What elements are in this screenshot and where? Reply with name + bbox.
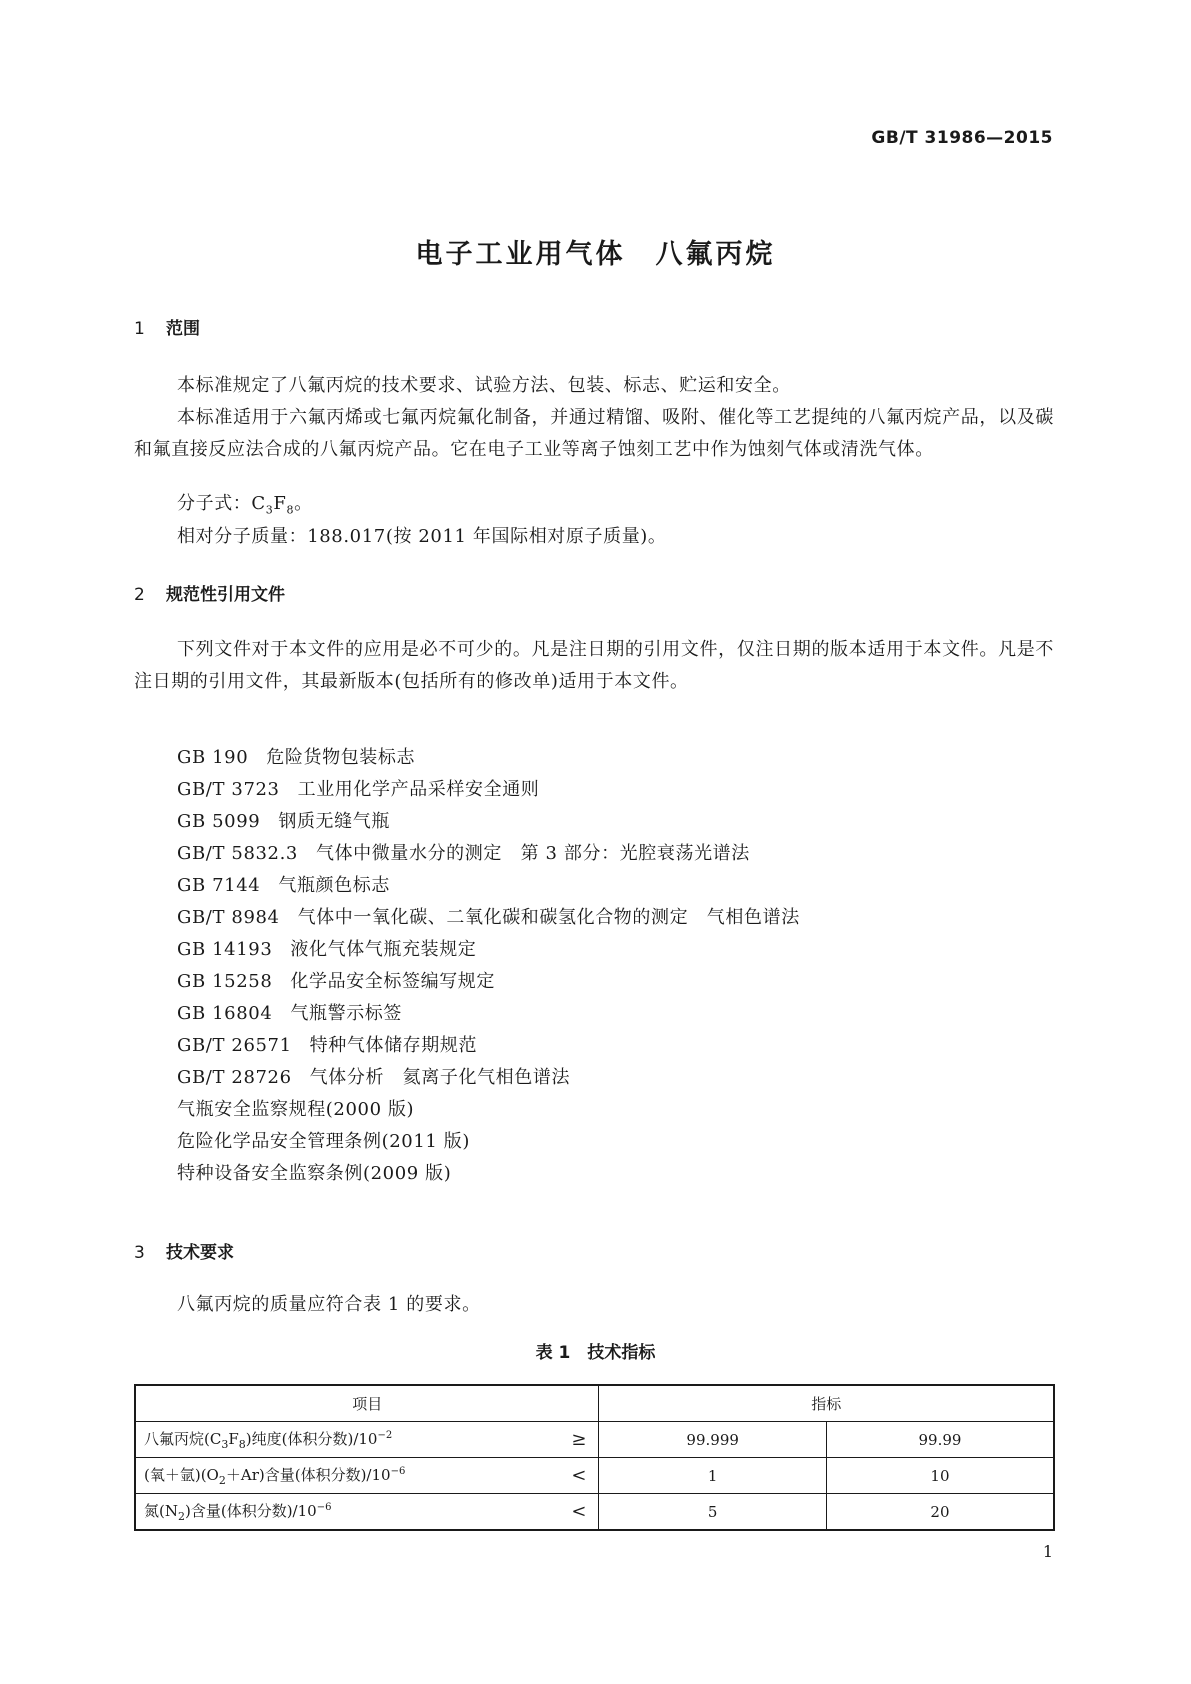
reference-item xyxy=(177,1062,800,1094)
reference-item xyxy=(177,934,800,966)
reference-title: 气体中一氧化碳、二氧化碳和碳氢化合物的测定 气相色谱法 xyxy=(297,907,800,928)
reference-title: 危险化学品安全管理条例(2011 版) xyxy=(177,1131,470,1152)
reference-item xyxy=(177,742,800,774)
reference-code: GB 16804 xyxy=(177,1003,273,1024)
reference-title: 气瓶颜色标志 xyxy=(278,875,390,896)
section-1-title: 范围 xyxy=(166,319,200,339)
reference-item xyxy=(177,966,800,998)
reference-item xyxy=(177,1094,800,1126)
table-caption: 表 1 技术指标 xyxy=(535,1343,656,1363)
reference-item xyxy=(177,1030,800,1062)
molecular-formula xyxy=(177,489,313,517)
row-item-post: )纯度(体积分数)/10 xyxy=(245,1430,378,1448)
row-value: 1 xyxy=(599,1458,827,1494)
row-operator: ≥ xyxy=(571,1429,587,1450)
row-value: 99.999 xyxy=(599,1422,827,1458)
reference-item xyxy=(177,902,800,934)
formula-label: 分子式： xyxy=(177,493,252,514)
row-item-s1: 3 xyxy=(221,1438,229,1451)
row-value: 5 xyxy=(599,1494,827,1531)
reference-code: GB 190 xyxy=(177,747,249,768)
section-1-number: 1 xyxy=(134,319,145,339)
formula-end: 。 xyxy=(294,493,313,514)
section-2-heading xyxy=(134,580,285,605)
reference-code: GB 15258 xyxy=(177,971,273,992)
row-operator: < xyxy=(571,1465,587,1486)
row-item-s2: 8 xyxy=(238,1438,246,1451)
row-item-pre: 八氟丙烷(C xyxy=(144,1430,222,1448)
reference-title: 工业用化学产品采样安全通则 xyxy=(297,779,540,800)
table-row xyxy=(135,1422,1054,1458)
reference-code: GB 7144 xyxy=(177,875,261,896)
row-item xyxy=(135,1494,599,1531)
reference-item xyxy=(177,1126,800,1158)
reference-title: 气体分析 氦离子化气相色谱法 xyxy=(309,1067,571,1088)
section-3-paragraph: 八氟丙烷的质量应符合表 1 的要求。 xyxy=(177,1294,481,1315)
reference-title: 气瓶警示标签 xyxy=(290,1003,402,1024)
molecular-mass: 相对分子质量：188.017(按 2011 年国际相对原子质量)。 xyxy=(177,526,667,547)
reference-item xyxy=(177,998,800,1030)
reference-item xyxy=(177,838,800,870)
standard-number: GB/T 31986—2015 xyxy=(871,128,1053,148)
row-item-s1: 2 xyxy=(177,1510,185,1523)
section-1-paragraph-2: 本标准适用于六氟丙烯或七氟丙烷氟化制备，并通过精馏、吸附、催化等工艺提纯的八氟丙烷产品，以及碳和氟直接反应法合成的八氟丙烷产品。它在电子工业等离子蚀刻工艺中作为蚀刻气体或清洗气体。 xyxy=(134,407,1054,460)
header-item: 项目 xyxy=(135,1385,599,1422)
reference-code: GB/T 5832.3 xyxy=(177,843,298,864)
document-title: 电子工业用气体 八氟丙烷 xyxy=(415,239,776,270)
row-value: 10 xyxy=(826,1458,1054,1494)
row-item-exp: −6 xyxy=(316,1502,332,1513)
reference-item xyxy=(177,1158,800,1190)
row-item-mid: F xyxy=(228,1430,239,1448)
reference-title: 特种气体储存期规范 xyxy=(309,1035,478,1056)
row-item-mid: ＋Ar)含量(体积分数)/10 xyxy=(225,1466,391,1484)
reference-list xyxy=(177,742,800,1190)
row-item-mid: )含量(体积分数)/10 xyxy=(184,1502,317,1520)
section-1-paragraph-1: 本标准规定了八氟丙烷的技术要求、试验方法、包装、标志、贮运和安全。 xyxy=(177,375,791,396)
row-item-s1: 2 xyxy=(218,1474,226,1487)
section-2-number: 2 xyxy=(134,585,145,605)
reference-title: 危险货物包装标志 xyxy=(266,747,416,768)
reference-code: GB/T 26571 xyxy=(177,1035,292,1056)
reference-title: 化学品安全标签编写规定 xyxy=(290,971,495,992)
reference-item xyxy=(177,806,800,838)
row-item-exp: −2 xyxy=(377,1430,393,1441)
reference-code: GB/T 8984 xyxy=(177,907,280,928)
formula-f-subscript: 8 xyxy=(286,503,295,517)
row-item xyxy=(135,1422,599,1458)
reference-title: 液化气体气瓶充装规定 xyxy=(290,939,477,960)
section-1-heading xyxy=(134,314,200,339)
formula-c: C xyxy=(251,493,266,514)
formula-c-subscript: 3 xyxy=(265,503,274,517)
reference-title: 气瓶安全监察规程(2000 版) xyxy=(177,1099,415,1120)
reference-title: 气体中微量水分的测定 第 3 部分：光腔衰荡光谱法 xyxy=(315,843,750,864)
spec-table xyxy=(134,1384,1055,1531)
table-header-row xyxy=(135,1385,1054,1422)
section-3-heading xyxy=(134,1238,234,1263)
reference-item xyxy=(177,870,800,902)
section-3-number: 3 xyxy=(134,1243,145,1263)
reference-code: GB/T 28726 xyxy=(177,1067,292,1088)
page-number: 1 xyxy=(1042,1542,1053,1561)
row-item xyxy=(135,1458,599,1494)
reference-code: GB 14193 xyxy=(177,939,273,960)
row-value: 99.99 xyxy=(826,1422,1054,1458)
table-row xyxy=(135,1494,1054,1531)
reference-code: GB 5099 xyxy=(177,811,261,832)
section-2-intro: 下列文件对于本文件的应用是必不可少的。凡是注日期的引用文件，仅注日期的版本适用于本文件。凡是不注日期的引用文件，其最新版本(包括所有的修改单)适用于本文件。 xyxy=(134,639,1054,692)
reference-title: 特种设备安全监察条例(2009 版) xyxy=(177,1163,452,1184)
formula-f: F xyxy=(273,493,287,514)
section-3-title: 技术要求 xyxy=(166,1243,234,1263)
section-2-title: 规范性引用文件 xyxy=(166,585,285,605)
header-spec: 指标 xyxy=(599,1385,1054,1422)
row-value: 20 xyxy=(826,1494,1054,1531)
row-item-exp: −6 xyxy=(390,1466,406,1477)
reference-title: 钢质无缝气瓶 xyxy=(278,811,390,832)
row-operator: < xyxy=(571,1501,587,1522)
row-item-pre: (氧＋氩)(O xyxy=(144,1466,219,1484)
reference-item xyxy=(177,774,800,806)
reference-code: GB/T 3723 xyxy=(177,779,280,800)
row-item-pre: 氮(N xyxy=(144,1502,178,1520)
table-row xyxy=(135,1458,1054,1494)
